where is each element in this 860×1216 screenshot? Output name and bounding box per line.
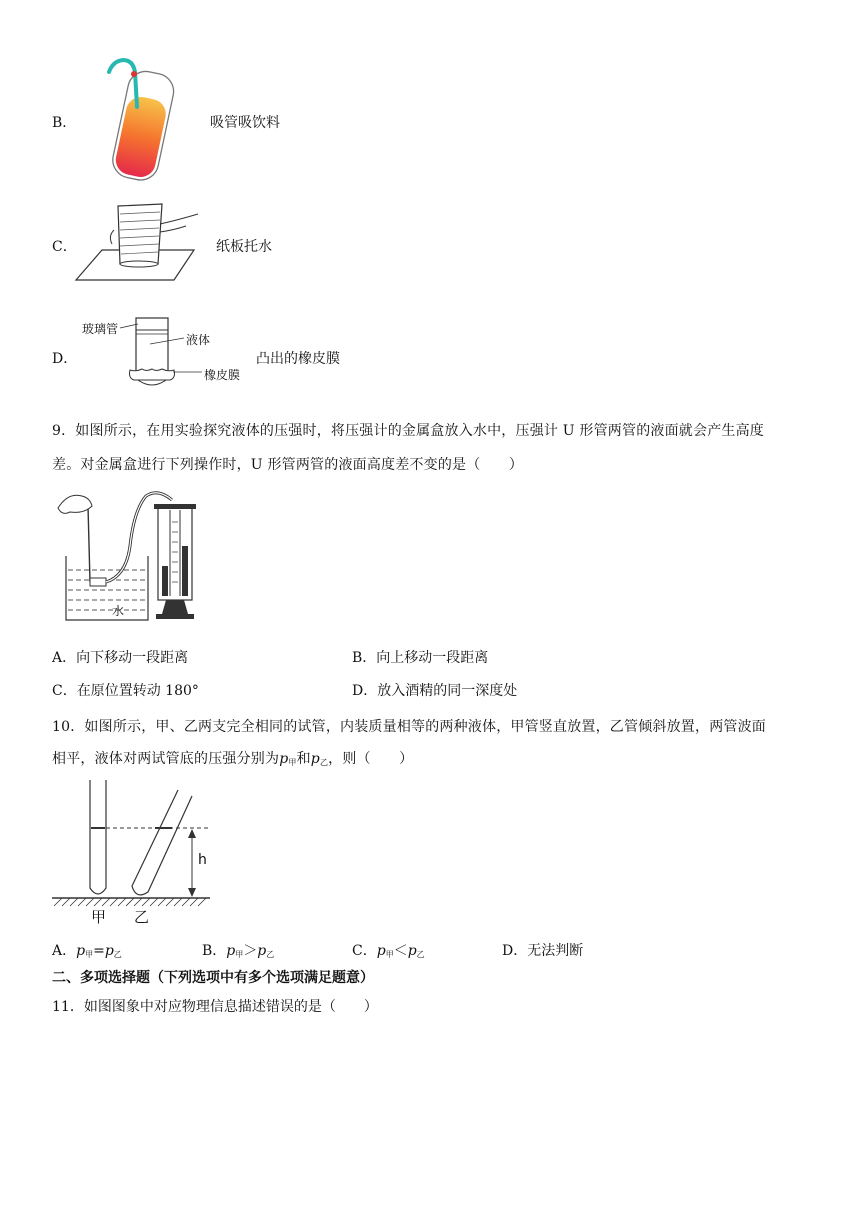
q10-line2-prefix: 相平，液体对两试管底的压强分别为 — [52, 751, 280, 767]
paper-card-water-figure — [74, 200, 204, 282]
q9-option-b: B．向上移动一段距离 — [352, 650, 489, 666]
option-c-caption: 纸板托水 — [216, 239, 272, 255]
sub-jia: 甲 — [385, 950, 394, 959]
sub-jia: 甲 — [235, 950, 244, 959]
p-symbol: p — [376, 943, 386, 959]
p-symbol: p — [104, 943, 114, 959]
p-symbol: p — [76, 943, 86, 959]
option-d-letter: D． — [52, 351, 78, 367]
q10-line2 — [52, 744, 822, 778]
q10-line2-suffix: ，则（ ） — [328, 751, 414, 767]
q10-option-d-text: 无法判断 — [527, 943, 584, 959]
q9-option-c: C．在原位置转动 180° — [52, 683, 199, 699]
q10-option-c-letter: C． — [352, 943, 377, 959]
p-symbol: p — [257, 943, 267, 959]
q9-option-d: D．放入酒精的同一深度处 — [352, 683, 518, 699]
sub-jia: 甲 — [85, 950, 94, 959]
q10-option-b — [202, 940, 274, 960]
p-symbol: p — [407, 943, 417, 959]
q10-line1: 10．如图所示，甲、乙两支完全相同的试管，内装质量相等的两种液体，甲管竖直放置，乙管倾斜放置，两管波面 — [52, 719, 767, 735]
tube-label: 玻璃管 — [82, 322, 119, 336]
liquid-label: 液体 — [186, 333, 211, 347]
op-equal: = — [93, 943, 105, 959]
sub-jia: 甲 — [288, 758, 297, 767]
q10-option-d — [502, 940, 583, 960]
test-tubes-figure — [52, 776, 214, 916]
sub-yi: 乙 — [319, 758, 329, 767]
sub-yi: 乙 — [113, 950, 122, 959]
q9-option-a: A．向下移动一段距离 — [52, 650, 189, 666]
sub-yi: 乙 — [416, 950, 425, 959]
q9-stem — [52, 416, 822, 480]
q10-option-c — [352, 940, 425, 960]
option-d-caption: 凸出的橡皮膜 — [256, 351, 340, 367]
option-b-caption: 吸管吸饮料 — [210, 115, 280, 131]
and-text: 和 — [296, 751, 311, 767]
water-label: 水 — [112, 604, 125, 618]
pressure-gauge-figure — [54, 486, 214, 624]
p-symbol: p — [226, 943, 236, 959]
jia-label: 甲 — [91, 908, 107, 926]
q10-option-a — [52, 940, 122, 960]
membrane-label: 橡皮膜 — [204, 368, 241, 382]
section-title: 二、多项选择题（下列选项中有多个选项满足题意） — [52, 970, 374, 986]
op-greater: ＞ — [243, 943, 258, 959]
p-symbol: p — [279, 751, 289, 767]
h-label: h — [198, 852, 207, 868]
straw-drink-figure — [95, 52, 195, 187]
q9-line1: 9．如图所示，在用实验探究液体的压强时，将压强计的金属盒放入水中，压强计 U 形管两管的液面就会产生高度 — [52, 423, 765, 439]
q10-stem — [52, 712, 822, 778]
op-less: ＜ — [393, 943, 408, 959]
option-c-letter: C． — [52, 239, 77, 255]
q10-option-a-letter: A． — [52, 943, 77, 959]
yi-label: 乙 — [134, 908, 150, 926]
q10-option-d-letter: D． — [502, 943, 528, 959]
option-b-letter: B． — [52, 115, 77, 131]
q9-line2: 差。对金属盒进行下列操作时，U 形管两管的液面高度差不变的是（ ） — [52, 457, 524, 473]
q10-option-b-letter: B． — [202, 943, 227, 959]
p-symbol: p — [310, 751, 320, 767]
sub-yi: 乙 — [266, 950, 275, 959]
q11-stem: 11．如图图象中对应物理信息描述错误的是（ ） — [52, 999, 378, 1015]
